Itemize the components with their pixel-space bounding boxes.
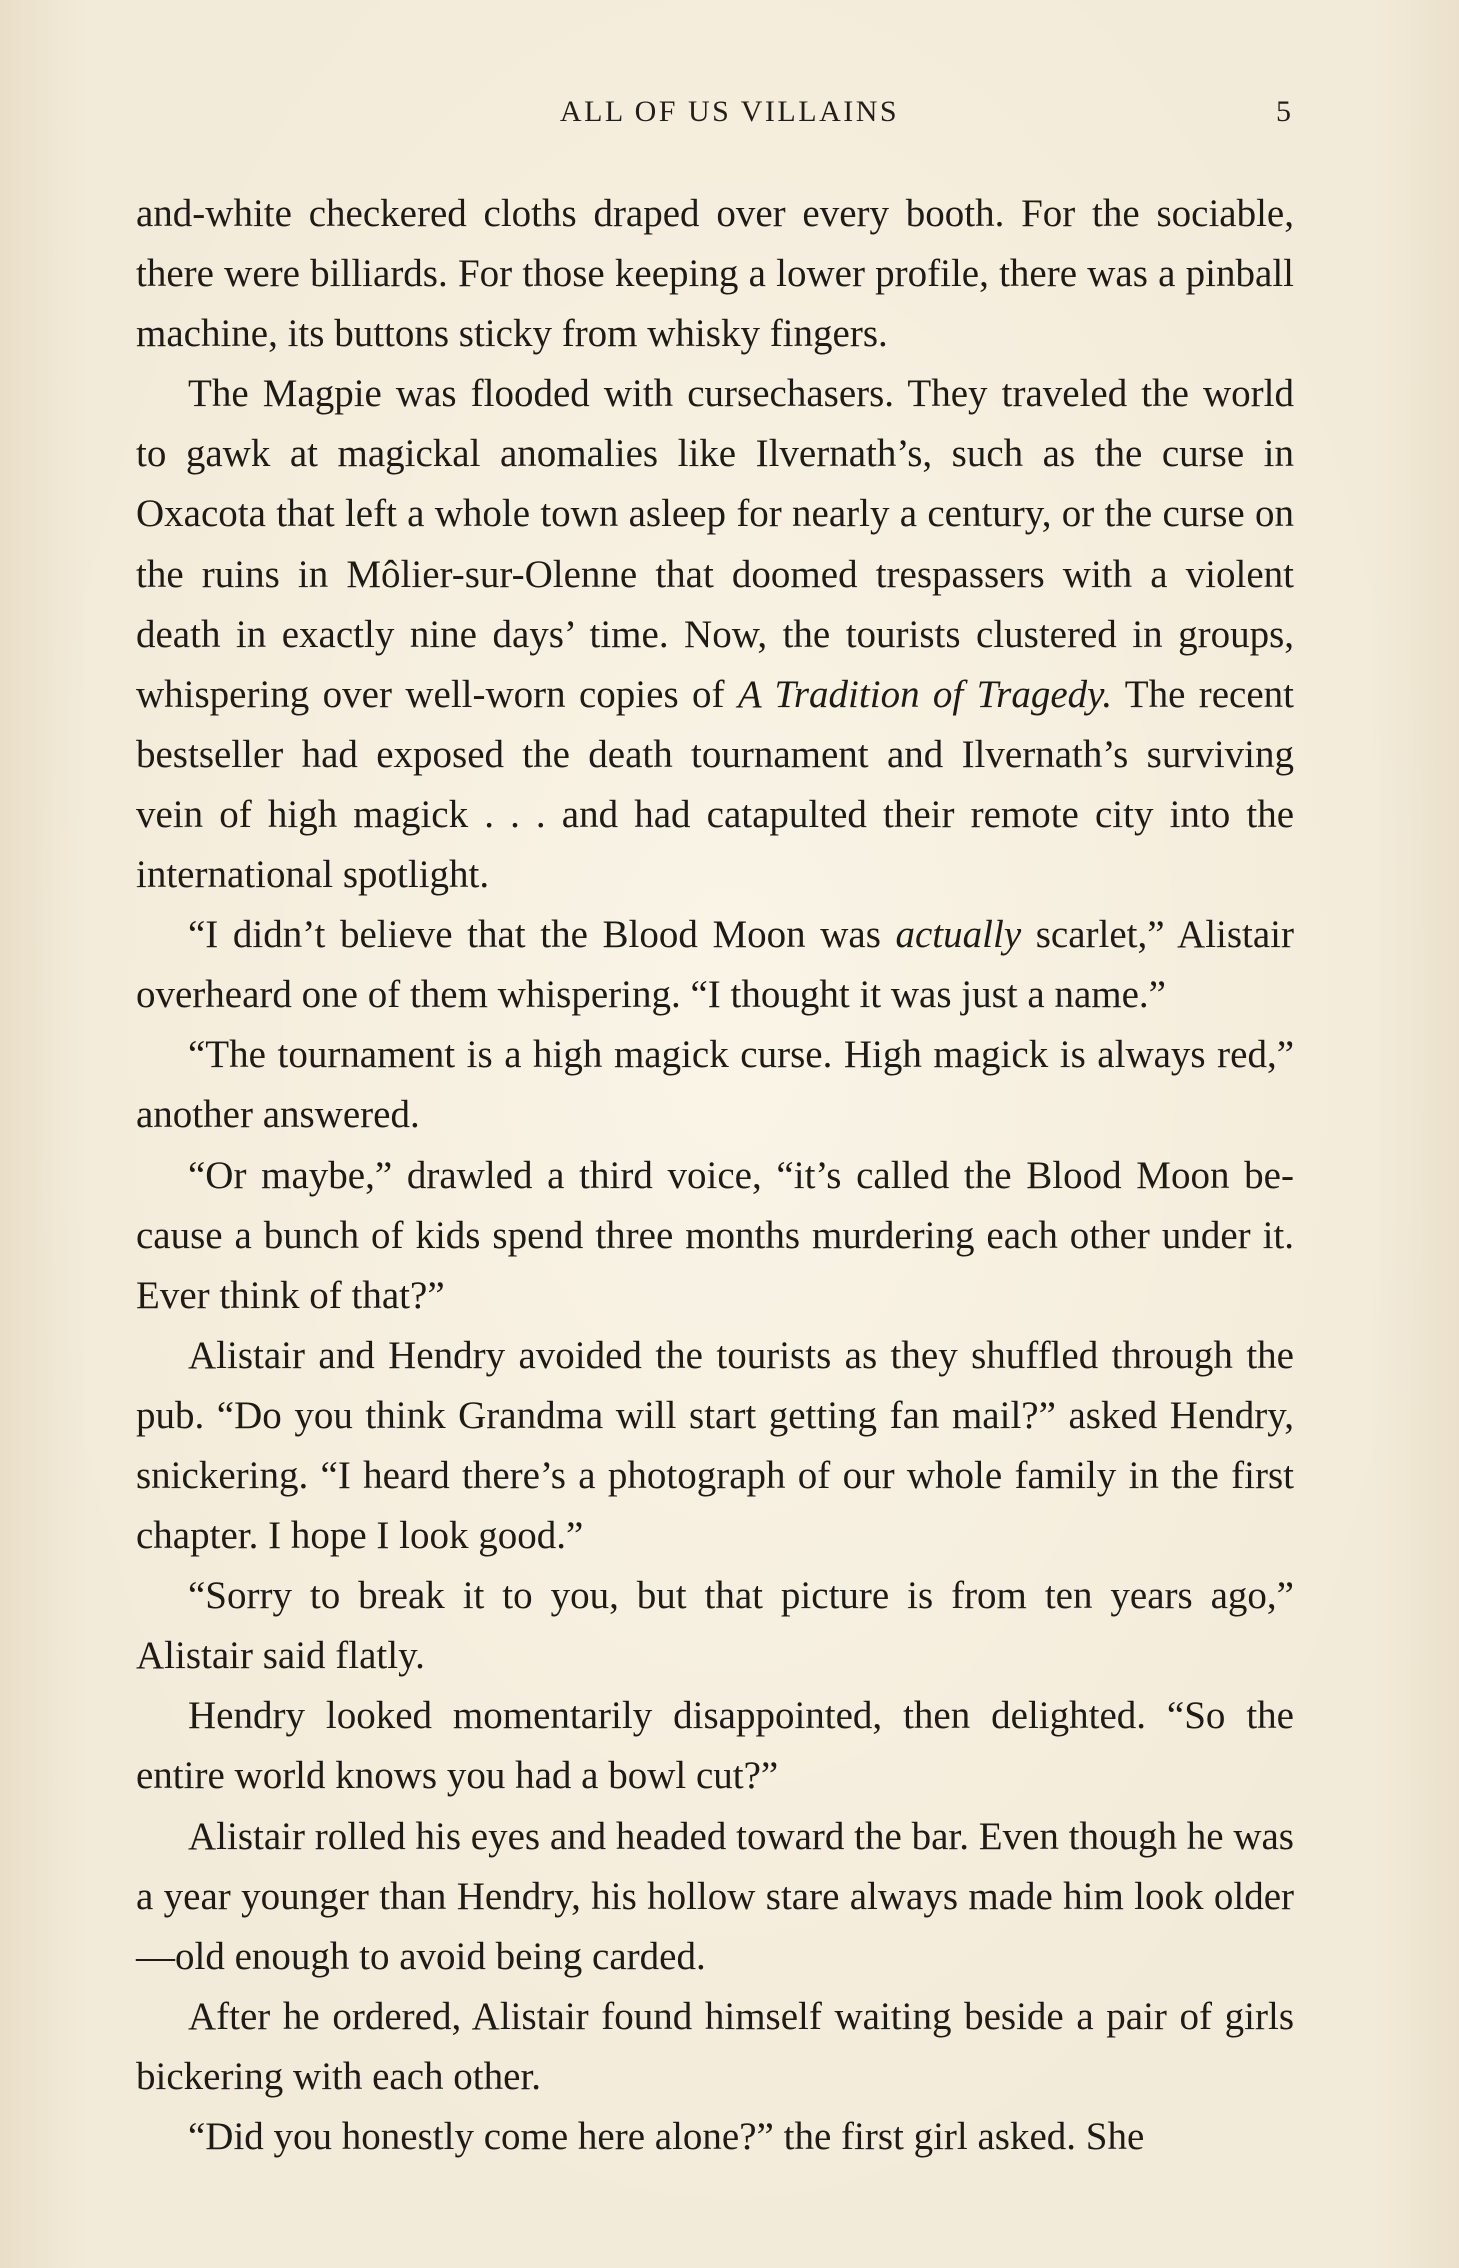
text-run: After he ordered, Alistair found himself waiting beside a pair of girls bickering with each other. xyxy=(136,1994,1294,2098)
text-run: “Did you honestly come here alone?” the first girl asked. She xyxy=(188,2115,1145,2158)
running-head xyxy=(0,92,1459,132)
paragraph xyxy=(136,1326,1294,1566)
text-run: “The tournament is a high magick curse. High magick is always red,” another answered. xyxy=(136,1033,1294,1137)
paragraph xyxy=(136,2107,1294,2167)
paragraph xyxy=(136,1807,1294,1987)
text-run: Alistair and Hendry avoided the tourists as they shuffled through the pub. “Do you think Grandma will start getting fan mail?” asked Hendry, snickering. “I heard there’s a photograph of our whole family in the first chapter. I hope I look good.” xyxy=(136,1333,1294,1558)
page-number: 5 xyxy=(1276,95,1291,128)
paragraph xyxy=(136,1686,1294,1806)
emphasis-italic: actually xyxy=(895,913,1022,957)
text-run: “Or maybe,” drawled a third voice, “it’s called the Blood Moon because a bunch of kids spend three months murdering each other under it. Ever think of that?” xyxy=(136,1153,1294,1317)
paragraph xyxy=(136,1025,1294,1145)
text-run: Alistair rolled his eyes and headed toward the bar. Even though he was a year younger than Hendry, his hollow stare always made him look older—old enough to avoid being carded. xyxy=(136,1814,1294,1978)
text-run: and-white checkered cloths draped over every booth. For the sociable, there were billiards. For those keeping a lower profile, there was a pinball machine, its buttons sticky from whisky fingers. xyxy=(136,192,1294,356)
running-title: ALL OF US VILLAINS xyxy=(559,95,900,128)
text-run: scarlet,” Alistair overheard one of them whispering. “I thought it was just a name.” xyxy=(136,913,1295,1017)
text-run: “Sorry to break it to you, but that picture is from ten years ago,” Alistair said flatly. xyxy=(136,1574,1294,1678)
text-run: The Magpie was flooded with cursechasers. They traveled the world to gawk at magickal anomalies like Ilvernath’s, such as the curse in Oxacota that left a whole town asleep for nearly a century, or the curse on the ruins in Môlier-sur-Olenne that doomed trespassers with a violent death in exactly nine days’ time. Now, the tourists clustered in groups, whispering over well-worn copies of xyxy=(136,372,1294,716)
body-text xyxy=(136,184,1294,2167)
paragraph xyxy=(136,1987,1294,2107)
paragraph xyxy=(136,905,1294,1025)
text-run: The recent bestseller had exposed the death tournament and Ilvernath’s surviving vein of high magick . . . and had catapulted their remote city into the international spotlight. xyxy=(136,672,1294,897)
paragraph xyxy=(136,1146,1294,1326)
paragraph xyxy=(136,1566,1294,1686)
text-run: Hendry looked momentarily disappointed, then delighted. “So the entire world knows you had a bowl cut?” xyxy=(136,1694,1294,1798)
paragraph xyxy=(136,364,1294,905)
text-run: “I didn’t believe that the Blood Moon was xyxy=(188,913,896,957)
paragraph xyxy=(136,184,1294,364)
book-title-italic: A Tradition of Tragedy. xyxy=(737,672,1113,716)
